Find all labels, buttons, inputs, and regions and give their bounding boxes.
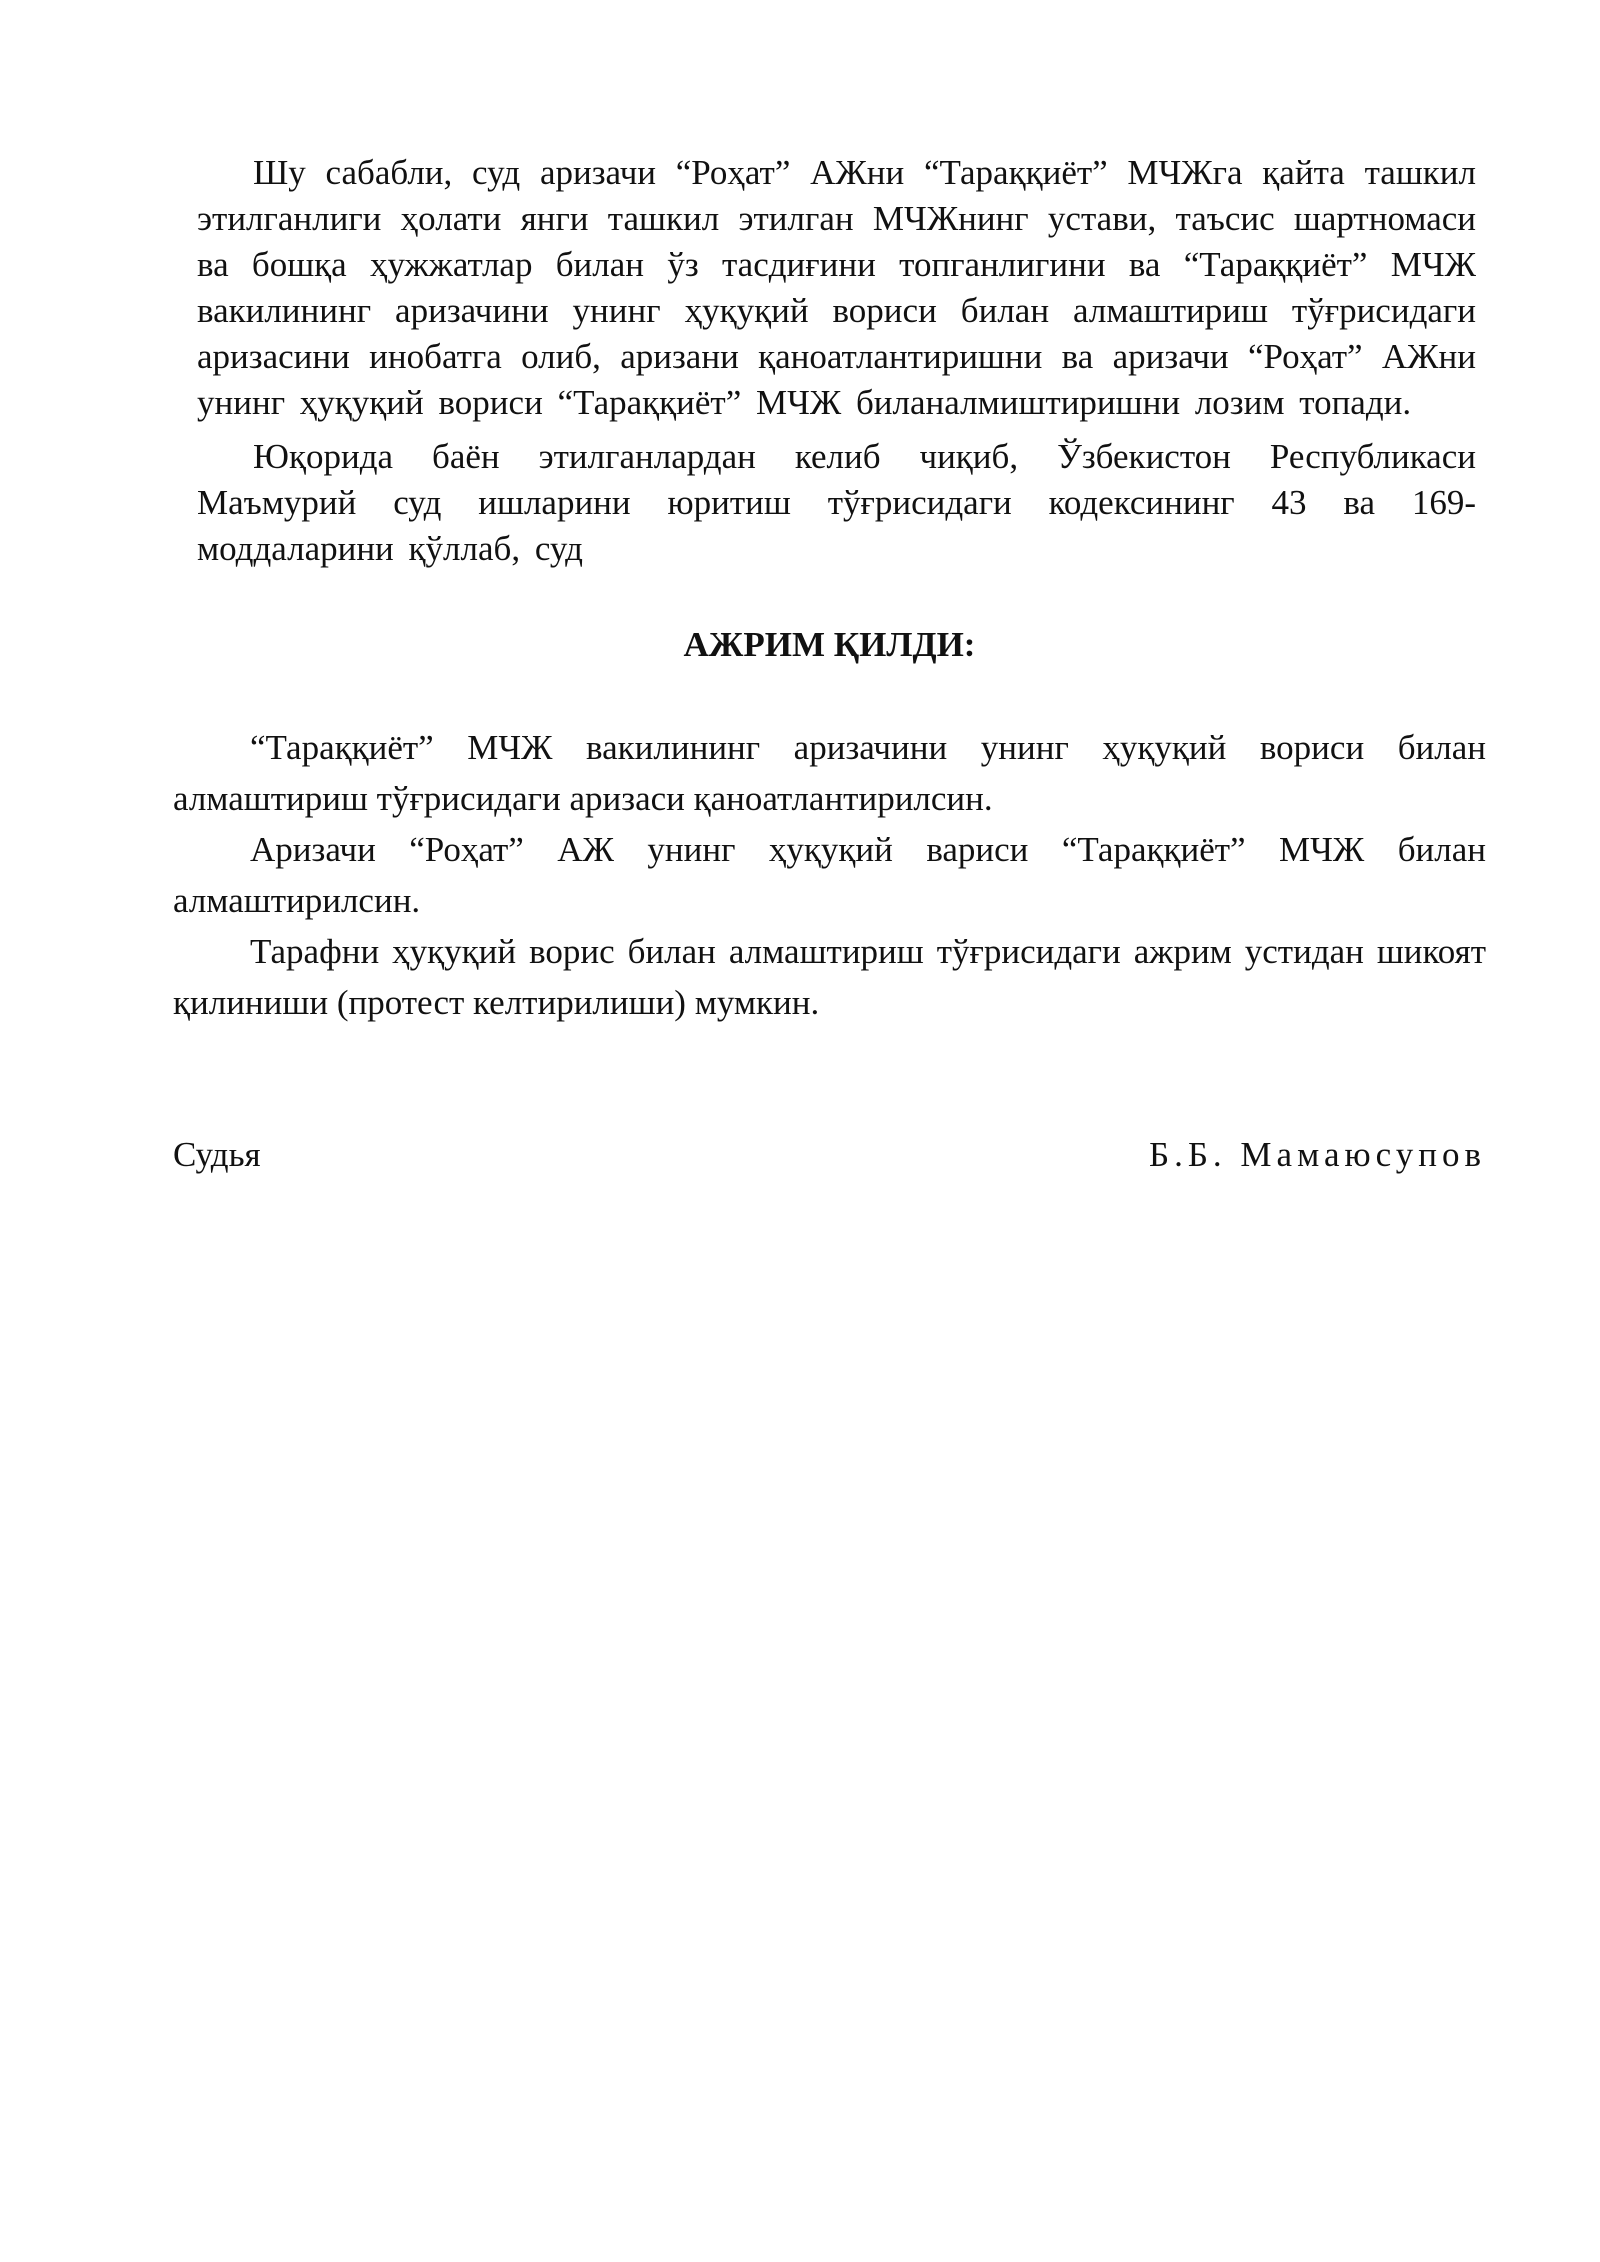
ruling-item-appeal: Тарафни ҳуқуқий ворис билан алмаштириш тўғрисидаги ажрим устидан шикоят қилиниши (протест келтирилиши) мумкин. bbox=[173, 932, 1486, 1022]
signature-block bbox=[173, 1132, 1486, 1178]
ruling-item-satisfy: “Тараққиёт” МЧЖ вакилининг аризачини унинг ҳуқуқий вориси билан алмаштириш тўғрисидаги аризаси қаноатлантирилсин. bbox=[173, 728, 1486, 818]
judge-title: Судья bbox=[173, 1135, 261, 1174]
ruling-section bbox=[173, 722, 1486, 1028]
paragraph-reasoning: Шу сабабли, суд аризачи “Роҳат” АЖни “Тараққиёт” МЧЖга қайта ташкил этилганлиги ҳолати янги ташкил этилган МЧЖнинг устави, таъсис шартномаси ва бошқа ҳужжатлар билан ўз тасдиғини топганлигини ва “Тараққиёт” МЧЖ вакилининг аризачини унинг ҳуқуқий вориси билан алмаштириш тўғрисидаги аризасини инобатга олиб, аризани қаноатлантиришни ва аризачи “Роҳат” АЖни унинг ҳуқуқий вориси “Тараққиёт” МЧЖ биланалмиштиришни лозим топади. bbox=[197, 153, 1476, 422]
ruling-heading: АЖРИМ ҚИЛДИ: bbox=[683, 625, 976, 664]
judge-name: Б.Б. Мамаюсупов bbox=[1148, 1135, 1486, 1174]
ruling-item-replace: Аризачи “Роҳат” АЖ унинг ҳуқуқий вариси “Тараққиёт” МЧЖ билан алмаштирилсин. bbox=[173, 830, 1486, 920]
reasoning-section bbox=[197, 150, 1476, 580]
paragraph-legal-basis: Юқорида баён этилганлардан келиб чиқиб, Ўзбекистон Республикаси Маъмурий суд ишларини юритиш тўғрисидаги кодексининг 43 ва 169-моддаларини қўллаб, суд bbox=[197, 437, 1476, 568]
